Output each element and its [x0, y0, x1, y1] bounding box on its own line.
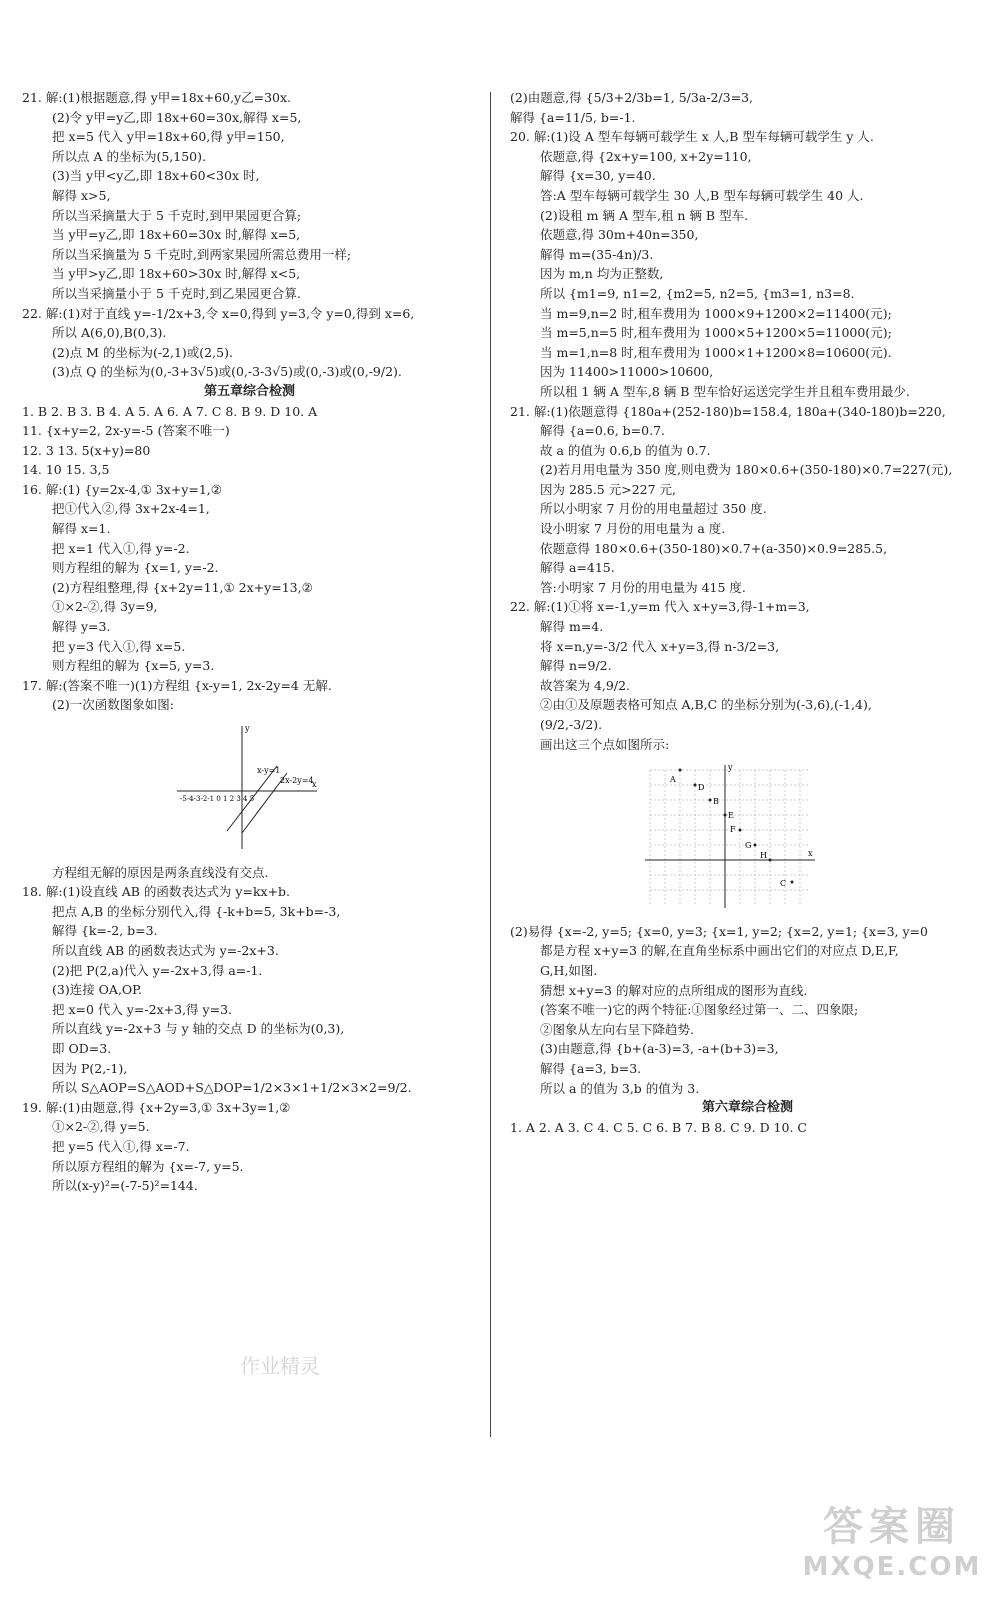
q21-line: 21. 解:(1)根据题意,得 y甲=18x+60,y乙=30x. [22, 90, 292, 105]
q16-line: (2)方程组整理,得 {x+2y=11,① 2x+y=13,② [52, 579, 313, 595]
point-e [724, 814, 727, 817]
q22-line: 所以 A(6,0),B(0,3). [52, 325, 167, 341]
q18-line: 把点 A,B 的坐标分别代入,得 {-k+b=5, 3k+b=-3, [52, 903, 341, 919]
y-axis-label: y [245, 724, 250, 733]
q22-line: 22. 解:(1)对于直线 y=-1/2x+3,令 x=0,得到 y=3,令 y=0,得到 x=6, [22, 305, 415, 321]
q16-line: 则方程组的解为 {x=1, y=-2. [52, 560, 219, 576]
q20-line: 因为 m,n 均为正整数, [540, 266, 664, 282]
q18-line: 把 x=0 代入 y=-2x+3,得 y=3. [52, 1001, 232, 1017]
q21-right-line: 解得 a=415. [540, 560, 615, 576]
q22-right-line: (2)易得 {x=-2, y=5; {x=0, y=3; {x=1, y=2; {x=2, y=1; {x=3, y=0 [510, 923, 928, 939]
q22-right-line: 都是方程 x+y=3 的解,在直角坐标系中画出它们的对应点 D,E,F, [540, 943, 899, 959]
q18-line: (2)把 P(2,a)代入 y=-2x+3,得 a=-1. [52, 962, 263, 978]
label-d: D [698, 783, 705, 793]
label-g: G [745, 841, 752, 851]
label-f: F [730, 825, 736, 835]
site-watermark-logo [802, 1495, 982, 1590]
q21-right-line: (2)若月用电量为 350 度,则电费为 180×0.6+(350-180)×0.7=227(元), [540, 462, 953, 478]
q19-line: 所以(x-y)²=(-7-5)²=144. [52, 1178, 198, 1194]
x-tick-labels: -5-4-3-2-1 0 1 2 3 4 5 [180, 795, 255, 803]
q20-line: 当 m=1,n=8 时,租车费用为 1000×1+1200×8=10600(元). [540, 344, 892, 360]
q20-line: 依题意,得 30m+40n=350, [540, 227, 699, 243]
q22-right-line: (9/2,-3/2). [540, 717, 603, 732]
q22-line: (3)点 Q 的坐标为(0,-3+3√5)或(0,-3-3√5)或(0,-3)或(0,-9/2). [52, 364, 402, 380]
label-b: B [713, 797, 719, 807]
q16-line: 把①代入②,得 3x+2x-4=1, [52, 501, 210, 517]
mc-answers-ch6: 1. A 2. A 3. C 4. C 5. C 6. B 7. B 8. C 9. D 10. C [510, 1119, 807, 1135]
q18-line: (3)连接 OA,OP. [52, 982, 143, 998]
q16-line: 16. 解:(1) {y=2x-4,① 3x+y=1,② [22, 481, 222, 497]
q18-line: 所以 S△AOP=S△AOD+S△DOP=1/2×3×1+1/2×3×2=9/2. [52, 1080, 412, 1096]
q22-right-line: ②由①及原题表格可知点 A,B,C 的坐标分别为(-3,6),(-1,4), [540, 697, 872, 713]
q19-line: 所以原方程组的解为 {x=-7, y=5. [52, 1158, 244, 1174]
q20-line: 20. 解:(1)设 A 型车每辆可载学生 x 人,B 型车每辆可载学生 y 人. [510, 129, 874, 145]
q19-line: 19. 解:(1)由题意,得 {x+2y=3,① 3x+3y=1,② [22, 1099, 291, 1115]
q22-right-line: 所以 a 的值为 3,b 的值为 3. [540, 1080, 700, 1096]
q22-right-line: 解得 n=9/2. [540, 658, 612, 674]
point-a [679, 769, 682, 772]
label-a: A [670, 775, 676, 785]
q21-line: 所以当采摘量为 5 千克时,到两家果园所需总费用一样; [52, 246, 352, 262]
q17-line: 17. 解:(答案不唯一)(1)方程组 {x-y=1, 2x-2y=4 无解. [22, 677, 332, 693]
point-d [694, 784, 697, 787]
x-axis-label: x [808, 849, 813, 859]
q21-right-line: 解得 {a=0.6, b=0.7. [540, 423, 666, 439]
q16-line: 解得 y=3. [52, 619, 111, 635]
label-h: H [760, 851, 767, 861]
point-f [739, 829, 742, 832]
q20-line: (2)设租 m 辆 A 型车,租 n 辆 B 型车. [540, 207, 749, 223]
q21-right-line: 所以小明家 7 月份的用电量超过 350 度. [540, 501, 767, 517]
q16-line: 把 y=3 代入①,得 x=5. [52, 638, 186, 654]
coordinate-grid-figure [640, 760, 820, 910]
q21-line: 所以当采摘量小于 5 千克时,到乙果园更合算. [52, 285, 301, 301]
q21-right-line: 故 a 的值为 0.6,b 的值为 0.7. [540, 442, 711, 458]
y-axis-label: y [728, 763, 733, 773]
q22-right-line: 画出这三个点如图所示: [540, 736, 670, 752]
q17-line: (2)一次函数图象如图: [52, 697, 174, 713]
q20-line: 依题意,得 {2x+y=100, x+2y=110, [540, 148, 752, 164]
q20-line: 当 m=9,n=2 时,租车费用为 1000×9+1200×2=11400(元); [540, 305, 892, 321]
watermark-title: 答案圈 [823, 1504, 961, 1550]
q21-right-line: 答:小明家 7 月份的用电量为 415 度. [540, 579, 746, 595]
watermark-url: MXQE.COM [802, 1552, 982, 1582]
q19-line: ①×2-②,得 y=5. [52, 1119, 150, 1135]
q21-right-line: 依题意得 180×0.6+(350-180)×0.7+(a-350)×0.9=285.5, [540, 540, 888, 556]
q21-right-line: 设小明家 7 月份的用电量为 a 度. [540, 521, 726, 537]
q20-line: 所以 {m1=9, n1=2, {m2=5, n2=5, {m3=1, n3=8. [540, 285, 855, 301]
q18-line: 因为 P(2,-1), [52, 1060, 128, 1076]
left-column [22, 88, 477, 1196]
q17-line: 方程组无解的原因是两条直线没有交点. [52, 864, 269, 880]
q21-line: 把 x=5 代入 y甲=18x+60,得 y甲=150, [52, 129, 285, 145]
q19-line: 把 y=5 代入①,得 x=-7. [52, 1138, 190, 1154]
q21-line: 所以点 A 的坐标为(5,150). [52, 148, 206, 164]
linear-function-graph [172, 721, 322, 851]
q21-line: 当 y甲=y乙,即 18x+60=30x 时,解得 x=5, [52, 227, 301, 243]
q21-line: 解得 x>5, [52, 187, 111, 203]
label-c: C [780, 879, 787, 889]
q19b-line: (2)由题意,得 {5/3+2/3b=1, 5/3a-2/3=3, [510, 90, 753, 105]
q22-right-line: ②图象从左向右呈下降趋势. [540, 1021, 694, 1037]
q20-line: 解得 {x=30, y=40. [540, 168, 656, 184]
q21-line: 所以当采摘量大于 5 千克时,到甲果园更合算; [52, 207, 302, 223]
q14-line: 14. 10 15. 3,5 [22, 462, 110, 478]
section-title-ch6: 第六章综合检测 [701, 1100, 793, 1116]
q18-line: 所以直线 y=-2x+3 与 y 轴的交点 D 的坐标为(0,3), [52, 1021, 345, 1037]
q22-right-line: G,H,如图. [540, 962, 598, 978]
q18-line: 即 OD=3. [52, 1040, 112, 1056]
q22-right-line: 故答案为 4,9/2. [540, 677, 630, 693]
faint-watermark: 作业精灵 [240, 1354, 320, 1378]
column-divider [490, 92, 491, 1437]
q22-right-line: (3)由题意,得 {b+(a-3)=3, -a+(b+3)=3, [540, 1041, 779, 1057]
q18-line: 18. 解:(1)设直线 AB 的函数表达式为 y=kx+b. [22, 884, 291, 900]
q21-right-line: 因为 285.5 元>227 元, [540, 481, 677, 497]
q22-right-line: 解得 m=4. [540, 619, 604, 635]
q22-right-line: (答案不唯一)它的两个特征:①图象经过第一、二、四象限; [540, 1002, 859, 1018]
q21-line: (2)令 y甲=y乙,即 18x+60=30x,解得 x=5, [52, 109, 302, 125]
x-axis-label: x [312, 780, 317, 789]
section-title-ch5: 第五章综合检测 [203, 383, 295, 399]
q16-line: ①×2-②,得 3y=9, [52, 599, 158, 615]
q19b-line: 解得 {a=11/5, b=-1. [510, 109, 636, 125]
q21-line: (3)当 y甲<y乙,即 18x+60<30x 时, [52, 168, 260, 184]
q20-line: 所以租 1 辆 A 型车,8 辆 B 型车恰好运送完学生并且租车费用最少. [540, 383, 910, 399]
q22-right-line: 将 x=n,y=-3/2 代入 x+y=3,得 n-3/2=3, [540, 638, 780, 654]
label-line2: 2x-2y=4 [280, 776, 314, 785]
q21-right-line: 21. 解:(1)依题意得 {180a+(252-180)b=158.4, 180a+(340-180)b=220, [510, 403, 946, 419]
q20-line: 因为 11400>11000>10600, [540, 364, 714, 380]
q18-line: 解得 {k=-2, b=3. [52, 923, 158, 939]
point-g [754, 844, 757, 847]
q22-right-line: 猜想 x+y=3 的解对应的点所组成的图形为直线. [540, 982, 808, 998]
q20-line: 解得 m=(35-4n)/3. [540, 246, 654, 262]
q22-right-line: 22. 解:(1)①将 x=-1,y=m 代入 x+y=3,得-1+m=3, [510, 599, 810, 615]
q16-line: 把 x=1 代入①,得 y=-2. [52, 540, 190, 556]
label-e: E [728, 811, 734, 821]
q21-line: 当 y甲>y乙,即 18x+60>30x 时,解得 x<5, [52, 266, 301, 282]
q22-line: (2)点 M 的坐标为(-2,1)或(2,5). [52, 344, 233, 360]
q20-line: 答:A 型车每辆可载学生 30 人,B 型车每辆可载学生 40 人. [540, 187, 864, 203]
q16-line: 解得 x=1. [52, 521, 111, 537]
q20-line: 当 m=5,n=5 时,租车费用为 1000×5+1200×5=11000(元); [540, 325, 892, 341]
q22-right-line: 解得 {a=3, b=3. [540, 1060, 642, 1076]
label-line1: x-y=1 [257, 766, 281, 775]
q18-line: 所以直线 AB 的函数表达式为 y=-2x+3. [52, 942, 279, 958]
mc-answers: 1. B 2. B 3. B 4. A 5. A 6. A 7. C 8. B 9. D 10. A [22, 403, 318, 419]
point-c [791, 881, 794, 884]
point-h [769, 859, 772, 862]
right-column [510, 88, 985, 1137]
q12-line: 12. 3 13. 5(x+y)=80 [22, 442, 151, 458]
q11-line: 11. {x+y=2, 2x-y=-5 (答案不唯一) [22, 423, 230, 439]
point-b [709, 799, 712, 802]
q16-line: 则方程组的解为 {x=5, y=3. [52, 658, 215, 674]
